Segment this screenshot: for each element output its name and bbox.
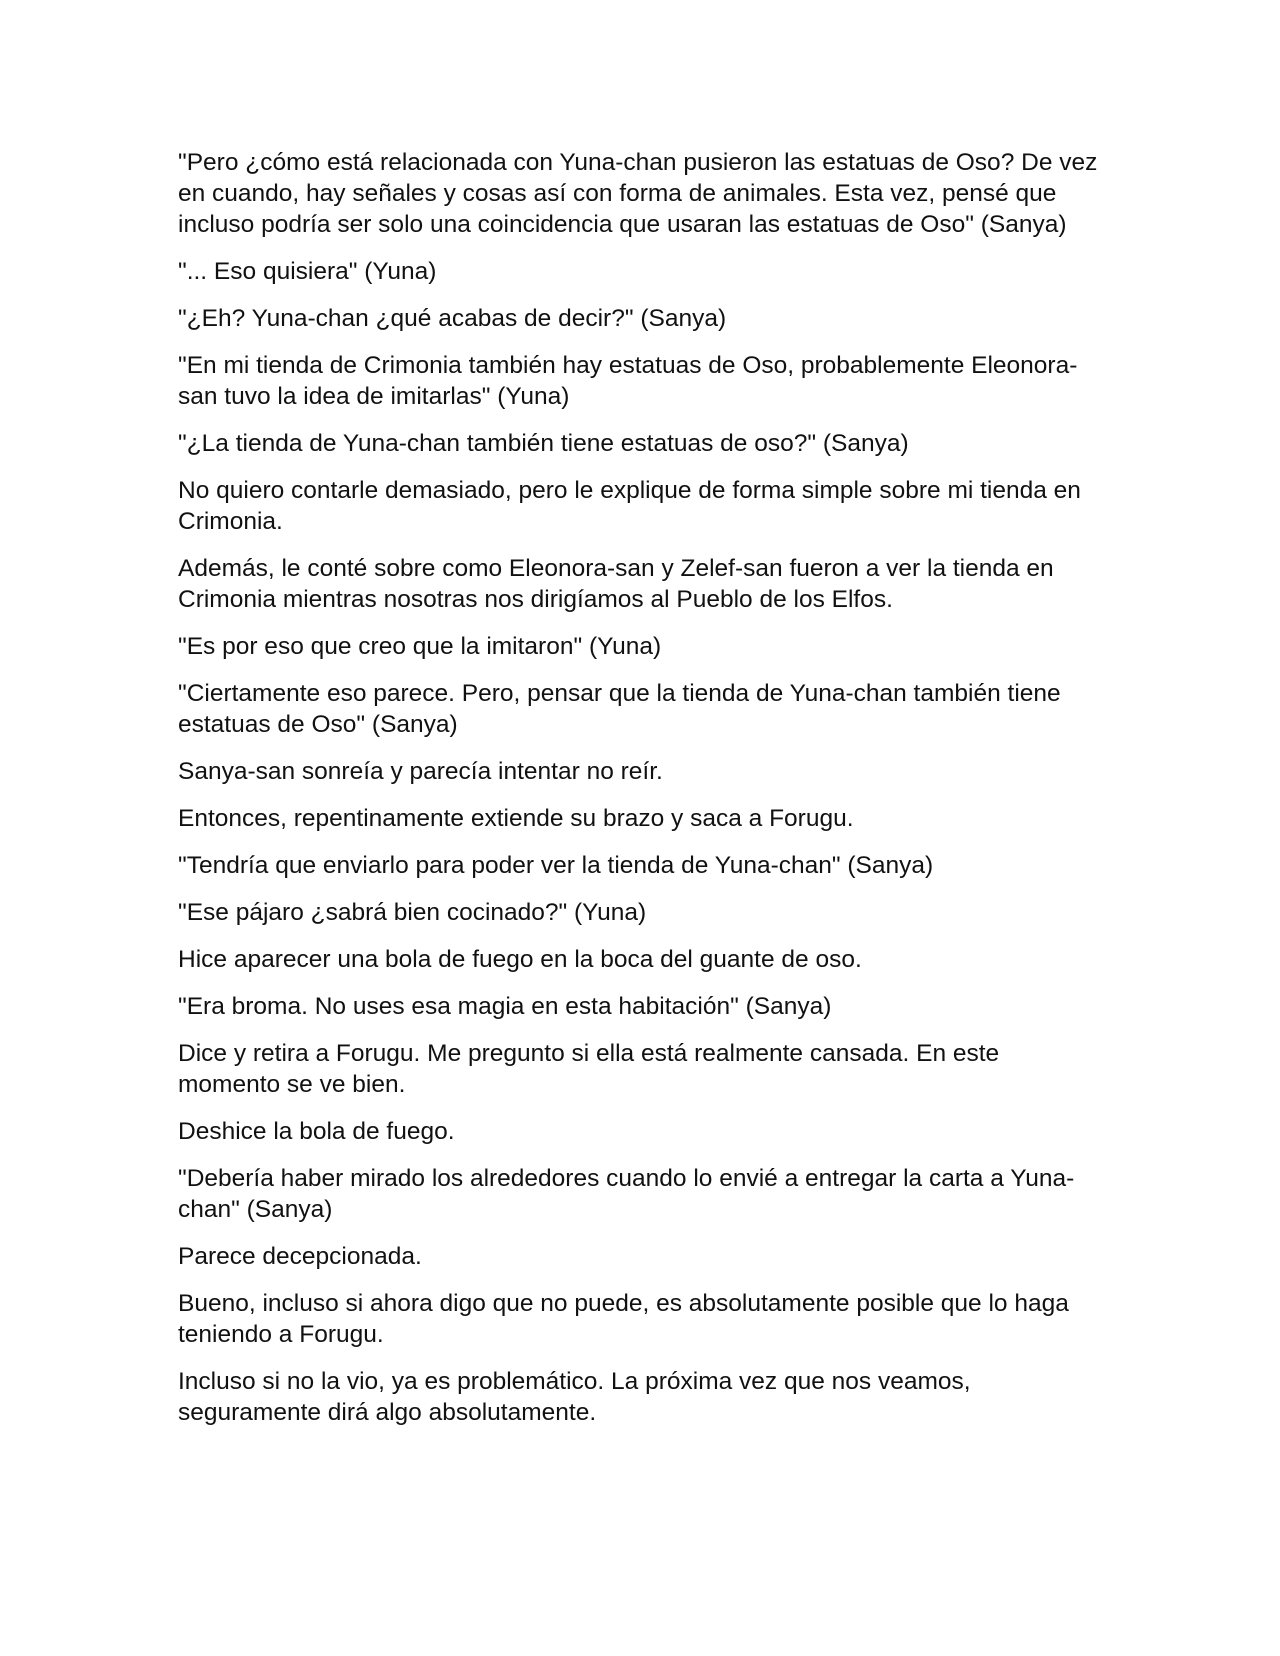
paragraph: Hice aparecer una bola de fuego en la boca del guante de oso. (178, 946, 862, 973)
document-body (178, 147, 1108, 1444)
paragraph: Además, le conté sobre como Eleonora-san y Zelef-san fueron a ver la tienda en Crimonia mientras nosotras nos dirigíamos al Pueblo de los Elfos. (178, 555, 1054, 613)
paragraph: Parece decepcionada. (178, 1243, 422, 1270)
paragraph: "Ese pájaro ¿sabrá bien cocinado?" (Yuna) (178, 899, 647, 926)
paragraph: "Tendría que enviarlo para poder ver la tienda de Yuna-chan" (Sanya) (178, 852, 934, 879)
paragraph: "Debería haber mirado los alrededores cuando lo envié a entregar la carta a Yuna-chan" (Sanya) (178, 1165, 1075, 1223)
paragraph: Sanya-san sonreía y parecía intentar no reír. (178, 758, 663, 785)
paragraph: Deshice la bola de fuego. (178, 1118, 455, 1145)
paragraph: "¿La tienda de Yuna-chan también tiene estatuas de oso?" (Sanya) (178, 430, 909, 457)
paragraph: Dice y retira a Forugu. Me pregunto si ella está realmente cansada. En este momento se ve bien. (178, 1040, 1000, 1098)
paragraph: "Ciertamente eso parece. Pero, pensar que la tienda de Yuna-chan también tiene estatuas de Oso" (Sanya) (178, 680, 1061, 738)
paragraph: "Pero ¿cómo está relacionada con Yuna-chan pusieron las estatuas de Oso? De vez en cuando, hay señales y cosas así con forma de animales. Esta vez, pensé que incluso podría ser solo una coincidencia que usaran las estatuas de Oso" (Sanya) (178, 149, 1098, 238)
paragraph: No quiero contarle demasiado, pero le explique de forma simple sobre mi tienda en Crimonia. (178, 477, 1081, 535)
paragraph: Incluso si no la vio, ya es problemático. La próxima vez que nos veamos, seguramente dirá algo absolutamente. (178, 1368, 971, 1426)
paragraph: "... Eso quisiera" (Yuna) (178, 258, 437, 285)
paragraph: Entonces, repentinamente extiende su brazo y saca a Forugu. (178, 805, 854, 832)
paragraph: "Es por eso que creo que la imitaron" (Yuna) (178, 633, 662, 660)
paragraph: "Era broma. No uses esa magia en esta habitación" (Sanya) (178, 993, 832, 1020)
paragraph: "¿Eh? Yuna-chan ¿qué acabas de decir?" (Sanya) (178, 305, 727, 332)
paragraph: "En mi tienda de Crimonia también hay estatuas de Oso, probablemente Eleonora-san tuvo la idea de imitarlas" (Yuna) (178, 352, 1078, 410)
paragraph: Bueno, incluso si ahora digo que no puede, es absolutamente posible que lo haga teniendo a Forugu. (178, 1290, 1069, 1348)
